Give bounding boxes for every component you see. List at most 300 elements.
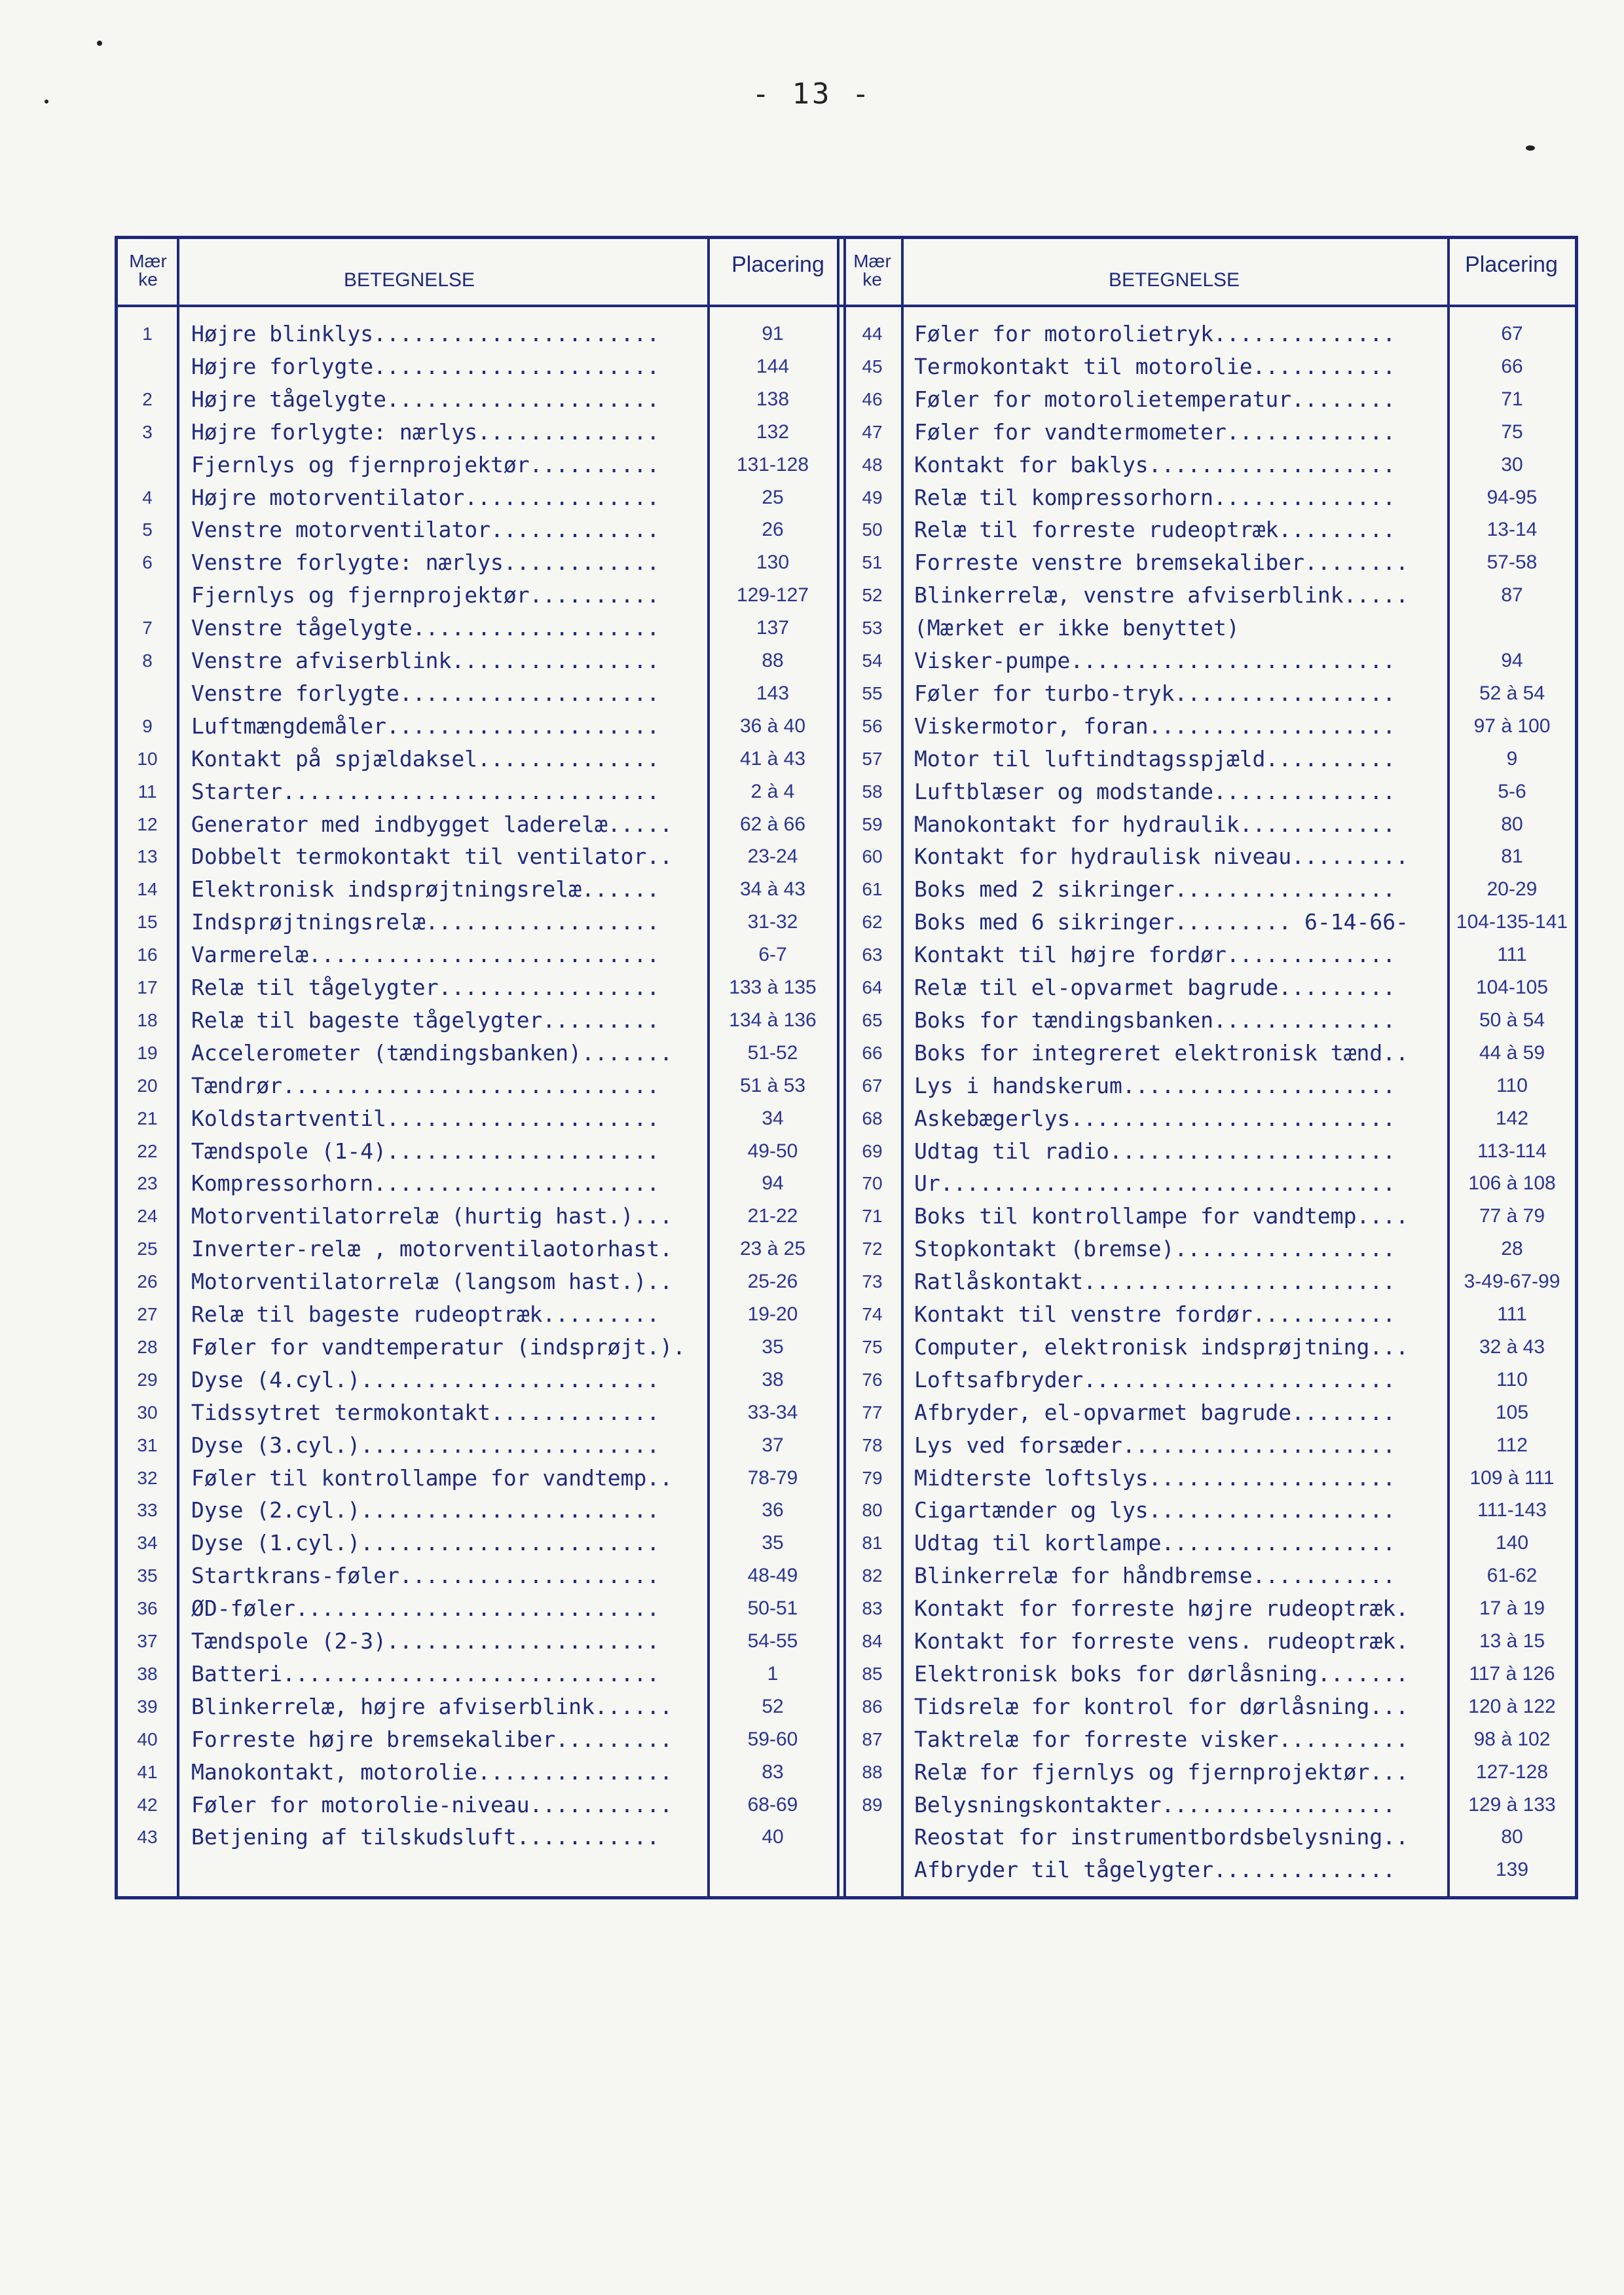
table-row <box>118 1396 845 1429</box>
row-description: Computer, elektronisk indsprøjtning... <box>914 1334 1409 1360</box>
table-row <box>118 1331 845 1364</box>
row-description: Venstre motorventilator............. <box>191 517 660 543</box>
table-row <box>118 906 845 939</box>
table-row <box>843 1364 1575 1396</box>
row-description: Cigartænder og lys................... <box>914 1497 1396 1523</box>
row-placement: 66 <box>1501 355 1523 377</box>
table-row <box>843 1559 1575 1592</box>
row-placement: 23-24 <box>747 846 798 868</box>
row-mark-number: 16 <box>137 944 158 965</box>
row-mark-number: 77 <box>862 1402 883 1423</box>
row-placement: 35 <box>762 1532 784 1554</box>
row-mark-number: 6 <box>142 552 153 573</box>
table-row <box>843 939 1575 971</box>
table-row <box>118 743 845 775</box>
row-description: Generator med indbygget laderelæ..... <box>191 811 673 837</box>
row-placement: 21-22 <box>747 1205 798 1227</box>
row-description: Dyse (2.cyl.)....................... <box>191 1497 660 1523</box>
row-description: Midterste loftslys................... <box>914 1465 1396 1491</box>
table-row <box>843 1723 1575 1756</box>
row-mark-number: 51 <box>862 552 883 573</box>
row-placement: 110 <box>1496 1074 1528 1096</box>
row-description: Føler for motorolie-niveau........... <box>191 1791 673 1818</box>
row-mark-number: 38 <box>137 1663 158 1684</box>
row-mark-number: 12 <box>137 813 158 834</box>
row-mark-number: 37 <box>137 1631 158 1651</box>
table-row <box>843 644 1575 677</box>
row-description: Forreste højre bremsekaliber......... <box>191 1726 673 1752</box>
table-row <box>118 1037 845 1070</box>
table-row <box>118 612 845 644</box>
row-mark-number: 65 <box>862 1009 883 1030</box>
table-row <box>843 1690 1575 1723</box>
row-placement: 94 <box>1501 650 1523 671</box>
table-row <box>843 481 1575 514</box>
row-mark-number: 50 <box>862 519 883 540</box>
row-placement: 129 à 133 <box>1468 1793 1556 1816</box>
row-description: Føler til kontrollampe for vandtemp.. <box>191 1465 673 1491</box>
row-description: Dyse (3.cyl.)....................... <box>191 1432 660 1458</box>
row-placement: 111-143 <box>1477 1499 1547 1521</box>
row-placement: 36 <box>762 1499 784 1521</box>
row-description: Højre motorventilator............... <box>191 484 660 510</box>
table-row <box>118 1821 845 1854</box>
row-placement: 133 à 135 <box>729 977 817 998</box>
row-mark-number: 31 <box>137 1434 158 1455</box>
row-mark-number: 34 <box>137 1533 158 1554</box>
table-row <box>118 808 845 841</box>
row-description: Varmerelæ........................... <box>191 942 660 968</box>
row-placement: 17 à 19 <box>1479 1597 1545 1620</box>
row-placement: 1 <box>767 1662 779 1685</box>
row-placement: 36 à 40 <box>739 715 806 737</box>
row-placement: 94 <box>762 1172 784 1195</box>
row-mark-number: 69 <box>862 1140 883 1161</box>
row-mark-number: 55 <box>862 682 883 703</box>
table-row <box>118 1135 845 1168</box>
row-description: Udtag til kortlampe.................. <box>914 1530 1396 1556</box>
row-mark-number: 20 <box>137 1075 158 1096</box>
table-row <box>118 1462 845 1495</box>
row-placement: 91 <box>762 323 784 345</box>
table-row <box>118 971 845 1004</box>
row-mark-number: 26 <box>137 1271 158 1292</box>
row-placement: 37 <box>762 1434 784 1456</box>
table-row <box>843 383 1575 416</box>
row-description: Luftblæser og modstande.............. <box>914 778 1396 804</box>
row-placement: 13 à 15 <box>1479 1630 1545 1652</box>
row-description: Fjernlys og fjernprojektør.......... <box>191 582 660 608</box>
row-description: Boks for tændingsbanken.............. <box>914 1007 1396 1033</box>
table-row <box>843 1070 1575 1102</box>
row-mark-number: 72 <box>862 1239 883 1259</box>
table-row <box>843 449 1575 481</box>
row-placement: 44 à 59 <box>1479 1041 1545 1064</box>
table-row <box>118 383 845 416</box>
table-row <box>118 1658 845 1690</box>
row-placement: 110 <box>1496 1368 1528 1390</box>
row-placement: 25-26 <box>747 1271 798 1293</box>
row-mark-number: 60 <box>862 846 883 867</box>
table-row <box>118 1756 845 1789</box>
row-description: Relæ til tågelygter................. <box>191 975 660 1000</box>
row-mark-number: 74 <box>862 1304 883 1324</box>
row-placement: 111 <box>1497 1303 1527 1325</box>
row-mark-number: 10 <box>137 748 158 769</box>
table-row <box>843 1233 1575 1265</box>
row-description: Kontakt for forreste højre rudeoptræk. <box>914 1595 1409 1622</box>
row-description: ØD-føler............................ <box>191 1595 660 1622</box>
table-row <box>118 579 845 612</box>
row-placement: 140 <box>1495 1532 1529 1554</box>
row-placement: 132 <box>756 420 790 443</box>
table-row <box>118 1723 845 1756</box>
header-mark: Mær ke <box>853 251 891 289</box>
row-description: Visker-pumpe......................... <box>914 648 1396 673</box>
row-mark-number: 40 <box>137 1728 158 1749</box>
row-mark-number: 82 <box>862 1565 883 1586</box>
table-row <box>118 546 845 579</box>
row-mark-number: 52 <box>862 585 883 606</box>
row-description: Kontakt til højre fordør............. <box>914 942 1396 968</box>
table-row <box>118 840 845 873</box>
table-row <box>118 1429 845 1462</box>
row-description: Blinkerrelæ, højre afviserblink...... <box>191 1693 673 1719</box>
row-placement: 117 à 126 <box>1469 1662 1555 1685</box>
table-row <box>118 416 845 449</box>
row-mark-number: 7 <box>142 618 153 639</box>
row-mark-number: 29 <box>137 1369 158 1390</box>
row-placement: 54-55 <box>747 1630 798 1652</box>
table-row <box>118 1167 845 1200</box>
table-row <box>843 1821 1575 1854</box>
table-right-half <box>843 239 1575 1896</box>
row-description: Loftsafbryder........................ <box>914 1366 1396 1392</box>
table-row <box>843 1756 1575 1789</box>
table-row <box>118 1527 845 1559</box>
table-row <box>843 710 1575 743</box>
row-mark-number: 58 <box>862 781 883 802</box>
row-placement: 138 <box>756 388 790 410</box>
table-row <box>843 1298 1575 1331</box>
row-placement: 34 <box>762 1107 784 1129</box>
row-mark-number: 3 <box>142 421 153 442</box>
row-placement: 80 <box>1501 1826 1523 1848</box>
row-mark-number: 22 <box>137 1140 158 1161</box>
row-placement: 130 <box>756 551 790 574</box>
row-placement: 34 à 43 <box>739 878 806 901</box>
row-mark-number: 8 <box>142 650 153 671</box>
row-placement: 32 à 43 <box>1479 1335 1545 1358</box>
table-row <box>118 1789 845 1821</box>
row-placement: 3-49-67-99 <box>1464 1271 1560 1293</box>
row-placement: 97 à 100 <box>1473 715 1551 737</box>
row-mark-number: 86 <box>862 1696 883 1717</box>
row-placement: 127-128 <box>1475 1761 1549 1783</box>
row-placement: 51-52 <box>747 1041 798 1064</box>
table-row <box>118 1102 845 1135</box>
row-mark-number: 47 <box>862 421 883 442</box>
table-row <box>843 971 1575 1004</box>
table-row <box>118 1070 845 1102</box>
table-row <box>843 579 1575 612</box>
row-description: Boks med 6 sikringer......... 6-14-66- <box>914 909 1409 935</box>
table-row <box>118 449 845 481</box>
table-row <box>843 612 1575 644</box>
row-placement: 50-51 <box>747 1597 798 1620</box>
row-mark-number: 80 <box>862 1500 883 1521</box>
row-description: Taktrelæ for forreste visker.......... <box>914 1726 1409 1752</box>
row-description: Stopkontakt (bremse)................. <box>914 1236 1396 1262</box>
row-placement: 87 <box>1501 584 1523 606</box>
row-description: Tidssytret termokontakt............. <box>191 1399 660 1425</box>
table-row <box>118 1625 845 1658</box>
row-mark-number: 45 <box>862 356 883 377</box>
row-mark-number: 5 <box>142 519 153 540</box>
row-placement: 129-127 <box>736 584 809 606</box>
row-placement: 57-58 <box>1486 551 1538 574</box>
row-placement: 35 <box>762 1335 784 1358</box>
row-description: Kontakt for hydraulisk niveau......... <box>914 844 1409 870</box>
table-row <box>843 1331 1575 1364</box>
row-description: Inverter-relæ , motorventilaotorhast. <box>191 1236 673 1262</box>
row-placement: 6-7 <box>758 944 787 966</box>
row-mark-number: 19 <box>137 1042 158 1063</box>
row-placement: 31-32 <box>747 911 798 933</box>
row-placement: 71 <box>1501 388 1523 410</box>
row-mark-number: 35 <box>137 1565 158 1586</box>
row-mark-number: 56 <box>862 715 883 736</box>
row-placement: 19-20 <box>747 1303 798 1325</box>
row-placement: 41 à 43 <box>739 747 806 770</box>
row-placement: 109 à 111 <box>1469 1466 1555 1489</box>
row-description: Tændrør............................. <box>191 1072 660 1098</box>
row-mark-number: 18 <box>137 1009 158 1030</box>
row-description: Manokontakt, motorolie............... <box>191 1759 673 1785</box>
table-row <box>118 1265 845 1298</box>
table-row <box>843 318 1575 350</box>
row-description: Blinkerrelæ, venstre afviserblink..... <box>914 582 1409 608</box>
row-placement: 83 <box>762 1761 784 1783</box>
table-header-right <box>843 239 1575 307</box>
row-mark-number: 57 <box>862 748 883 769</box>
row-placement: 137 <box>756 617 790 639</box>
row-mark-number: 85 <box>862 1663 883 1684</box>
table-row <box>843 1004 1575 1037</box>
row-description: Elektronisk boks for dørlåsning....... <box>914 1660 1409 1687</box>
row-description: Relæ til forreste rudeoptræk......... <box>914 517 1396 543</box>
row-placement: 131-128 <box>736 453 809 476</box>
row-description: Venstre forlygte.................... <box>191 680 660 706</box>
page-number: - 13 - <box>752 77 872 111</box>
row-description: Kontakt til venstre fordør........... <box>914 1301 1396 1327</box>
table-row <box>118 873 845 906</box>
row-placement: 61-62 <box>1486 1565 1538 1587</box>
table-row <box>843 1102 1575 1135</box>
table-row <box>843 873 1575 906</box>
row-description: Indsprøjtningsrelæ.................. <box>191 909 660 935</box>
row-mark-number: 83 <box>862 1598 883 1619</box>
row-description: Tændspole (2-3)..................... <box>191 1628 660 1654</box>
header-placement: Placering <box>731 252 824 277</box>
row-mark-number: 71 <box>862 1206 883 1227</box>
row-placement: 134 à 136 <box>729 1009 817 1031</box>
row-description: Højre tågelygte..................... <box>191 386 660 412</box>
row-description: Venstre tågelygte................... <box>191 615 660 641</box>
row-description: Kontakt på spjældaksel.............. <box>191 745 660 772</box>
table-header-left <box>118 239 845 307</box>
row-description: Batteri............................. <box>191 1660 660 1687</box>
row-description: Fjernlys og fjernprojektør.......... <box>191 451 660 477</box>
row-placement: 33-34 <box>747 1401 798 1423</box>
row-placement: 94-95 <box>1486 486 1538 508</box>
table-row <box>118 1298 845 1331</box>
row-description: Manokontakt for hydraulik............ <box>914 811 1396 837</box>
table-row <box>843 416 1575 449</box>
row-mark-number: 59 <box>862 813 883 834</box>
row-mark-number: 87 <box>862 1728 883 1749</box>
row-description: Koldstartventil..................... <box>191 1105 660 1131</box>
row-placement: 23 à 25 <box>739 1238 806 1260</box>
row-mark-number: 78 <box>862 1434 883 1455</box>
row-mark-number: 66 <box>862 1042 883 1063</box>
row-placement: 81 <box>1501 846 1523 868</box>
row-placement: 139 <box>1495 1859 1529 1881</box>
row-placement: 52 <box>762 1695 784 1717</box>
row-mark-number: 4 <box>142 487 153 508</box>
row-placement: 9 <box>1506 747 1518 770</box>
table-row <box>118 1233 845 1265</box>
row-mark-number: 2 <box>142 388 153 409</box>
row-placement: 25 <box>762 486 784 508</box>
table-row <box>843 808 1575 841</box>
table-row <box>118 644 845 677</box>
row-description: Luftmængdemåler..................... <box>191 713 660 739</box>
row-description: Relæ til bageste rudeoptræk......... <box>191 1301 660 1327</box>
row-description: Relæ til kompressorhorn.............. <box>914 484 1396 510</box>
row-description: Boks til kontrollampe for vandtemp.... <box>914 1203 1409 1229</box>
row-description: Tændspole (1-4)..................... <box>191 1138 660 1164</box>
row-mark-number: 24 <box>137 1206 158 1227</box>
row-placement: 105 <box>1495 1401 1529 1423</box>
table-row <box>843 677 1575 710</box>
row-mark-number: 75 <box>862 1336 883 1357</box>
row-description: Startkrans-føler.................... <box>191 1563 660 1589</box>
table-row <box>843 1037 1575 1070</box>
row-mark-number: 32 <box>137 1467 158 1488</box>
row-description: Venstre forlygte: nærlys............ <box>191 550 660 576</box>
row-description: Dyse (4.cyl.)....................... <box>191 1366 660 1392</box>
row-mark-number: 9 <box>142 715 153 736</box>
row-description: Elektronisk indsprøjtningsrelæ...... <box>191 876 660 903</box>
row-placement: 143 <box>756 682 790 704</box>
row-description: Forreste venstre bremsekaliber........ <box>914 550 1409 576</box>
row-description: Belysningskontakter.................. <box>914 1791 1396 1818</box>
table-row <box>118 1559 845 1592</box>
row-description: Udtag til radio...................... <box>914 1138 1396 1164</box>
row-placement: 26 <box>762 519 784 541</box>
table-row <box>843 775 1575 808</box>
row-placement: 40 <box>762 1826 784 1848</box>
table-row <box>843 1167 1575 1200</box>
row-placement: 49-50 <box>747 1140 798 1162</box>
row-description: Venstre afviserblink................ <box>191 648 660 673</box>
row-placement: 13-14 <box>1486 519 1538 541</box>
row-description: Kompressorhorn...................... <box>191 1170 660 1197</box>
row-mark-number: 84 <box>862 1631 883 1651</box>
row-description: Ur................................... <box>914 1170 1396 1197</box>
row-mark-number: 17 <box>137 977 158 998</box>
row-placement: 120 à 122 <box>1468 1695 1556 1717</box>
row-placement: 106 à 108 <box>1468 1172 1556 1195</box>
row-mark-number: 41 <box>137 1761 158 1782</box>
row-description: (Mærket er ikke benyttet) <box>914 615 1240 641</box>
table-row <box>118 1690 845 1723</box>
row-mark-number: 62 <box>862 912 883 933</box>
row-mark-number: 14 <box>137 879 158 900</box>
row-placement: 62 à 66 <box>739 813 806 835</box>
row-mark-number: 11 <box>138 781 157 802</box>
row-description: Højre blinklys...................... <box>191 321 660 346</box>
row-placement: 5-6 <box>1498 780 1526 802</box>
row-placement: 20-29 <box>1486 878 1538 901</box>
row-description: Ratlåskontakt........................ <box>914 1269 1396 1295</box>
table-row <box>843 350 1575 383</box>
row-description: Askebægerlys......................... <box>914 1105 1396 1131</box>
table-row <box>843 1429 1575 1462</box>
row-placement: 112 <box>1496 1434 1528 1456</box>
row-placement: 67 <box>1501 323 1523 345</box>
table-row <box>118 1004 845 1037</box>
row-description: Relæ til el-opvarmet bagrude......... <box>914 975 1396 1000</box>
row-description: Føler for vandtemperatur (indsprøjt.). <box>191 1334 686 1360</box>
row-placement: 88 <box>762 650 784 671</box>
row-mark-number: 48 <box>862 454 883 475</box>
table-row <box>843 1200 1575 1233</box>
table-row <box>118 1364 845 1396</box>
row-mark-number: 53 <box>862 618 883 639</box>
row-placement: 28 <box>1501 1238 1523 1260</box>
table-row <box>843 906 1575 939</box>
row-placement: 30 <box>1501 453 1523 476</box>
row-mark-number: 67 <box>862 1075 883 1096</box>
table-row <box>843 1494 1575 1527</box>
table-row <box>118 710 845 743</box>
table-row <box>118 775 845 808</box>
row-placement: 50 à 54 <box>1479 1009 1545 1031</box>
row-placement: 113-114 <box>1477 1140 1547 1162</box>
table-row <box>843 1265 1575 1298</box>
row-description: Føler for motorolietemperatur........ <box>914 386 1396 412</box>
row-mark-number: 76 <box>862 1369 883 1390</box>
row-description: Termokontakt til motorolie........... <box>914 353 1396 379</box>
row-mark-number: 42 <box>137 1794 158 1815</box>
row-placement: 104-105 <box>1475 977 1549 998</box>
row-description: Lys i handskerum..................... <box>914 1072 1396 1098</box>
row-description: Motorventilatorrelæ (langsom hast.).. <box>191 1269 673 1295</box>
row-mark-number: 88 <box>862 1761 883 1782</box>
table-row <box>843 513 1575 546</box>
row-description: Relæ til bageste tågelygter......... <box>191 1007 660 1033</box>
row-mark-number: 23 <box>137 1173 158 1194</box>
row-placement: 38 <box>762 1368 784 1390</box>
row-placement: 51 à 53 <box>739 1074 806 1096</box>
row-placement: 52 à 54 <box>1479 682 1545 704</box>
table-row <box>118 513 845 546</box>
row-mark-number: 43 <box>137 1827 158 1848</box>
row-description: Blinkerrelæ for håndbremse........... <box>914 1563 1396 1589</box>
row-description: Betjening af tilskudsluft........... <box>191 1824 660 1850</box>
